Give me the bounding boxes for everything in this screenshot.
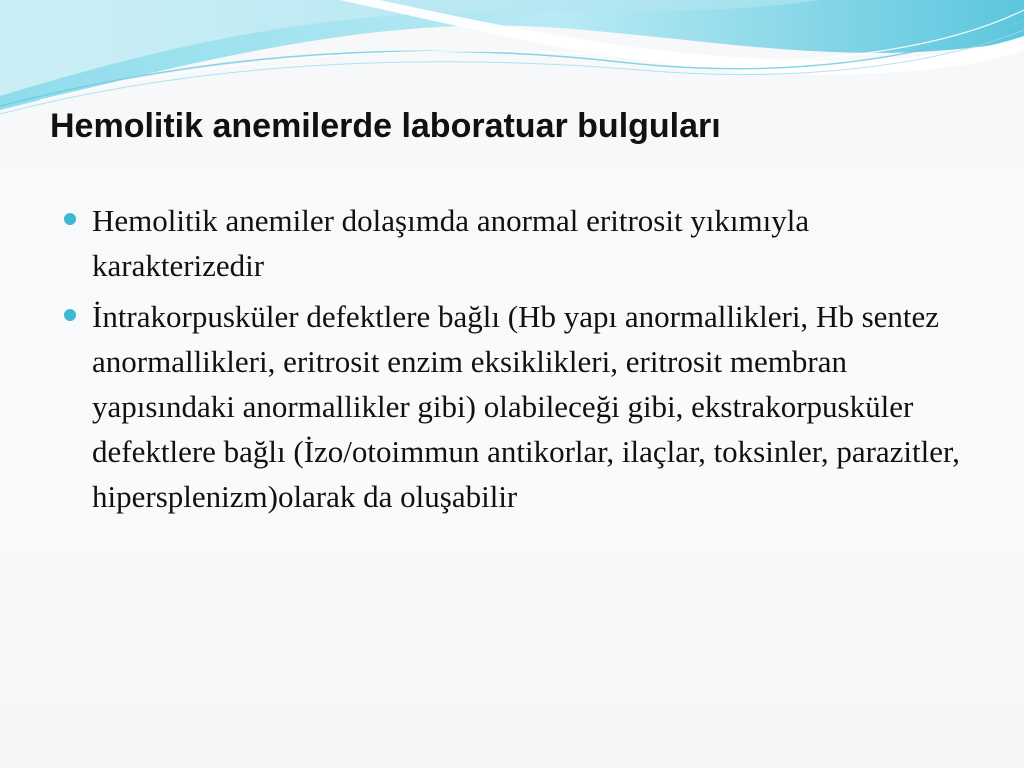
bullet-text-1: Hemolitik anemiler dolaşımda anormal eritrosit yıkımıyla karakterizedir	[92, 203, 810, 283]
slide-title: Hemolitik anemilerde laboratuar bulguları	[50, 107, 721, 145]
bullet-text-2: İntrakorpusküler defektlere bağlı (Hb yapı anormallikleri, Hb sentez anormallikleri, eritrosit enzim eksiklikleri, eritrosit membran yapısındaki anormallikler gibi) olabileceği gibi, ekstrakorpusküler defektlere bağlı (İzo/otoimmun antikorlar, ilaçlar, toksinler, parazitler, hipersplenizm)olarak da oluşabilir	[92, 299, 960, 514]
bullet-list	[60, 198, 960, 525]
bullet-dot-icon	[64, 309, 76, 321]
bullet-item-2	[60, 294, 960, 519]
bullet-dot-icon	[64, 213, 76, 225]
bullet-item-1	[60, 198, 960, 288]
